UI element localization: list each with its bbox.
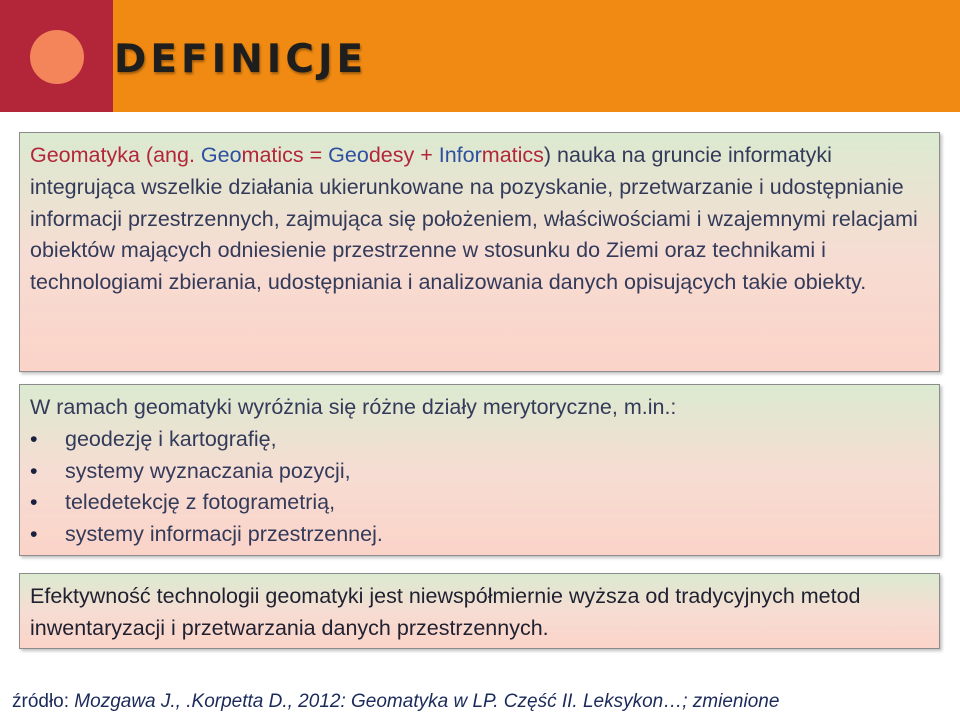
source-text: Mozgawa J., .Korpetta D., 2012: Geomatyka w LP. Część II. Leksykon…; zmienione xyxy=(69,691,780,712)
header-circle-icon xyxy=(30,30,84,84)
highlight-infor: Infor xyxy=(438,143,482,167)
text-matics-2: matics xyxy=(481,143,544,167)
list-item: • systemy informacji przestrzennej. xyxy=(30,519,929,551)
definition-term: Geomatyka xyxy=(30,143,140,167)
page-title: DEFINICJE xyxy=(114,37,368,82)
definition-paren: (ang. xyxy=(139,143,201,167)
fields-box xyxy=(19,384,940,556)
text-matics: matics xyxy=(241,143,304,167)
highlight-geo-2: Geo xyxy=(328,143,369,167)
text-equals: = xyxy=(303,143,329,167)
definition-body: ) nauka na gruncie informatyki integrująca wszelkie działania ukierunkowane na pozyskanie, przetwarzanie i udostępnianie informacji przestrzennych, zajmująca się położeniem, właściwościami i wzajemnymi relacjami obiektów mających odniesienie przestrzenne w stosunku do Ziemi oraz technikami i technologiami zbierania, udostępniania i analizowania danych opisujących takie obiekty. xyxy=(30,143,918,295)
source-citation xyxy=(12,690,779,714)
source-label: źródło xyxy=(12,691,64,712)
list-item: • teledetekcję z fotogrametrią, xyxy=(30,487,929,519)
efficiency-box xyxy=(19,573,940,649)
text-plus: + xyxy=(414,143,439,167)
highlight-geo: Geo xyxy=(200,143,242,167)
source-colon: : xyxy=(63,691,70,712)
text-desy: desy xyxy=(368,143,415,167)
fields-intro: W ramach geomatyki wyróżnia się różne działy merytoryczne, m.in.: xyxy=(30,395,677,419)
list-item: • geodezję i kartografię, xyxy=(30,424,929,456)
definition-text xyxy=(30,143,918,294)
efficiency-text: Efektywność technologii geomatyki jest niewspółmiernie wyższa od tradycyjnych metod inwentaryzacji i przetwarzania danych przestrzennych. xyxy=(30,584,861,640)
definition-box xyxy=(19,132,940,372)
list-item: • systemy wyznaczania pozycji, xyxy=(30,456,929,488)
fields-list xyxy=(30,424,929,551)
